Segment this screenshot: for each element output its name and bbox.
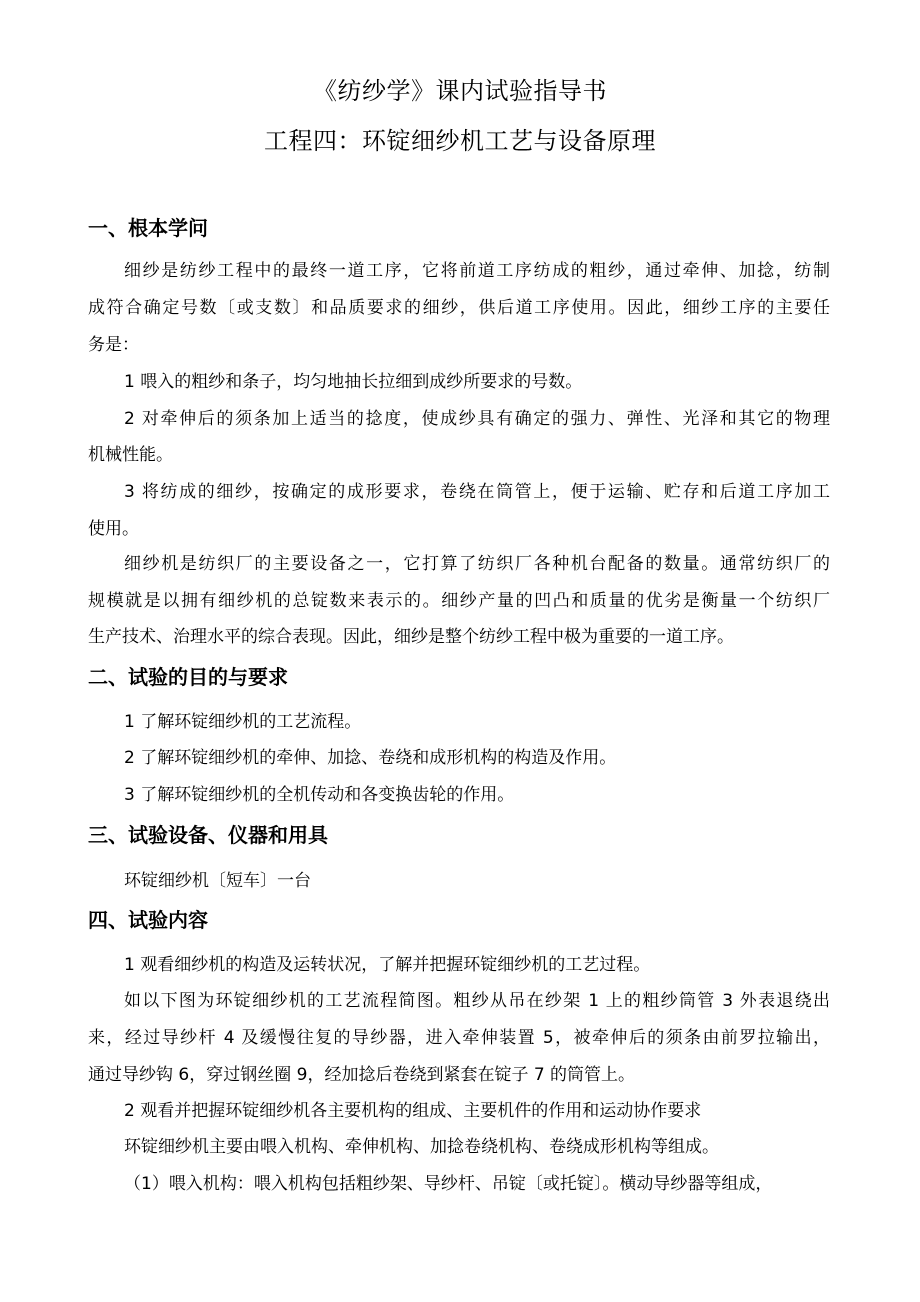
section-heading-content: 四、试验内容 (88, 908, 208, 932)
section-heading-basics: 一、根本学问 (88, 216, 208, 240)
list-item: 2 了解环锭细纱机的牵伸、加捻、卷绕和成形机构的构造及作用。 (124, 748, 617, 768)
paragraph-line: 务是： (88, 335, 139, 355)
list-item: 3 了解环锭细纱机的全机传动和各变换齿轮的作用。 (124, 785, 515, 805)
list-item: 1 观看细纱机的构造及运转状况，了解并把握环锭细纱机的工艺过程。 (124, 955, 651, 975)
paragraph-line: 如以下图为环锭细纱机的工艺流程简图。粗纱从吊在纱架 1 上的粗纱筒管 3 外表退绕出 (124, 991, 830, 1011)
paragraph-line: 细纱机是纺织厂的主要设备之一，它打算了纺织厂各种机台配备的数量。通常纺织厂的 (124, 554, 830, 574)
list-item: 2 对牵伸后的须条加上适当的捻度，使成纱具有确定的强力、弹性、光泽和其它的物理 (124, 409, 830, 429)
list-item: 1 了解环锭细纱机的工艺流程。 (124, 712, 362, 732)
section-heading-objectives: 二、试验的目的与要求 (88, 665, 288, 689)
paragraph-line: 成符合确定号数〔或支数〕和品质要求的细纱，供后道工序使用。因此，细纱工序的主要任 (88, 298, 830, 318)
paragraph-line: 生产技术、治理水平的综合表现。因此，细纱是整个纺纱工程中极为重要的一道工序。 (88, 627, 734, 647)
list-item: 1 喂入的粗纱和条子，均匀地抽长拉细到成纱所要求的号数。 (124, 372, 583, 392)
paragraph-line: 细纱是纺纱工程中的最终一道工序，它将前道工序纺成的粗纱，通过牵伸、加捻，纺制 (124, 261, 830, 281)
list-item-continuation: 机械性能。 (88, 445, 173, 465)
document-subtitle: 工程四：环锭细纱机工艺与设备原理 (264, 127, 656, 155)
paragraph-line: 来，经过导纱杆 4 及缓慢往复的导纱器，进入牵伸装置 5，被牵伸后的须条由前罗拉输出， (88, 1028, 830, 1048)
list-item: 3 将纺成的细纱，按确定的成形要求，卷绕在筒管上，便于运输、贮存和后道工序加工 (124, 482, 830, 502)
list-item-continuation: 使用。 (88, 519, 139, 539)
paragraph-line: 环锭细纱机主要由喂入机构、牵伸机构、加捻卷绕机构、卷绕成形机构等组成。 (124, 1137, 719, 1157)
section-heading-equipment: 三、试验设备、仪器和用具 (88, 823, 328, 847)
paragraph-line: 通过导纱钩 6，穿过钢丝圈 9，经加捻后卷绕到紧套在锭子 7 的筒管上。 (88, 1065, 636, 1085)
list-item: 环锭细纱机〔短车〕一台 (124, 871, 311, 891)
paragraph-line: 规模就是以拥有细纱机的总锭数来表示的。细纱产量的凹凸和质量的优劣是衡量一个纺织厂 (88, 591, 830, 611)
list-item: 2 观看并把握环锭细纱机各主要机构的组成、主要机件的作用和运动协作要求 (124, 1101, 702, 1121)
paragraph-line: （1）喂入机构：喂入机构包括粗纱架、导纱杆、吊锭〔或托锭〕。横动导纱器等组成， (124, 1174, 773, 1194)
document-title: 《纺纱学》课内试验指导书 (313, 77, 607, 105)
